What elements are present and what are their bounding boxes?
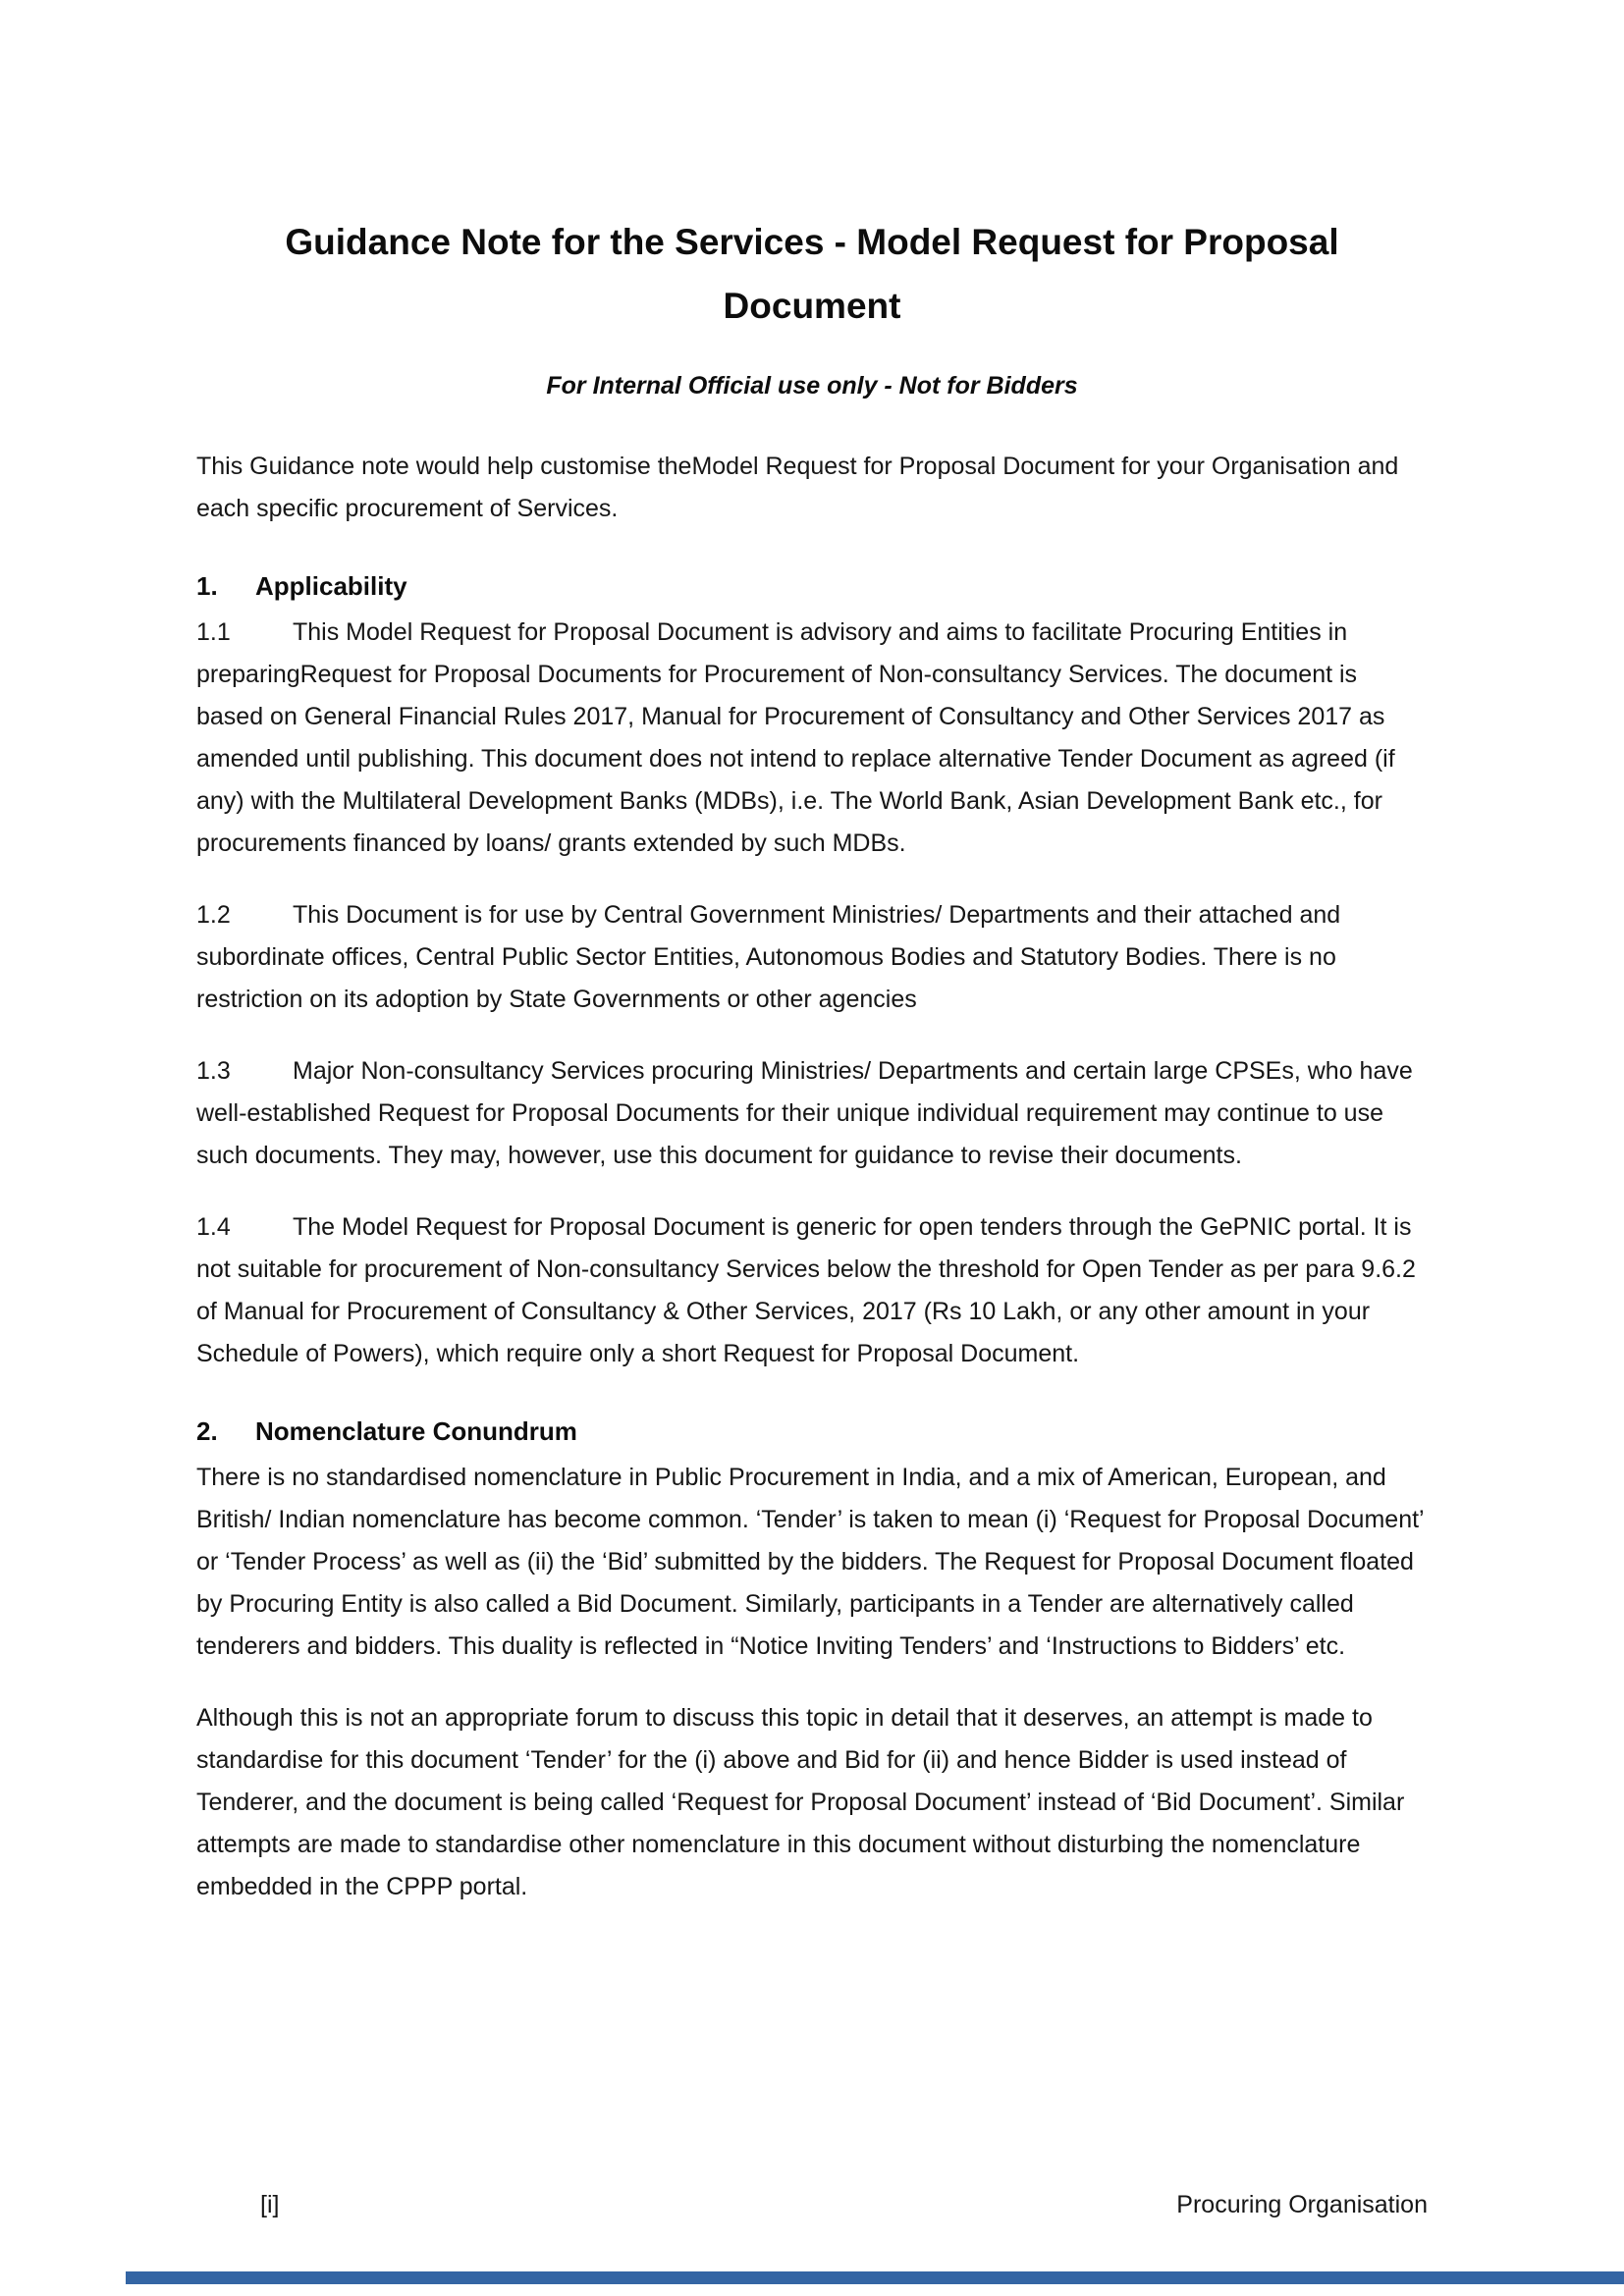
paragraph-text: The Model Request for Proposal Document is generic for open tenders through the GePNIC portal. It is not suitable for procurement of Non-consultancy Services below the threshold for Open Tender as per para 9.6.2 of Manual for Procurement of Consultancy & Other Services, 2017 (Rs 10 Lakh, or any other amount in your Schedule of Powers), which require only a short Request for Proposal Document. — [196, 1212, 1416, 1367]
paragraph-1-3 — [196, 1050, 1428, 1177]
section-applicability — [196, 571, 1428, 1375]
section-number: 2. — [196, 1415, 218, 1446]
section-title: Nomenclature Conundrum — [255, 1415, 577, 1446]
paragraph-text: Major Non-consultancy Services procuring Ministries/ Departments and certain large CPSEs, who have well-established Request for Proposal Documents for their unique individual requirement may continue to use such documents. They may, however, use this document for guidance to revise their documents. — [196, 1056, 1413, 1169]
page-footer — [196, 2191, 1428, 2219]
section-number: 1. — [196, 570, 218, 601]
document-subtitle: For Internal Official use only - Not for Bidders — [546, 371, 1078, 400]
section-title: Applicability — [255, 570, 407, 601]
paragraph-1-1 — [196, 612, 1428, 865]
paragraph-2-2: Although this is not an appropriate forum to discuss this topic in detail that it deserves, an attempt is made to standardise for this document ‘Tender’ for the (i) above and Bid for (ii) and hence Bidder is used instead of Tenderer, and the document is being called ‘Request for Proposal Document’ instead of ‘Bid Document’. Similar attempts are made to standardise other nomenclature in this document without disturbing the nomenclature embedded in the CPPP portal. — [196, 1703, 1405, 1900]
footer-page-marker: [i] — [260, 2191, 280, 2218]
bottom-blue-bar — [126, 2271, 1624, 2284]
paragraph-text: This Document is for use by Central Government Ministries/ Departments and their attached and subordinate offices, Central Public Sector Entities, Autonomous Bodies and Statutory Bodies. There is no restriction on its adoption by State Governments or other agencies — [196, 900, 1341, 1013]
paragraph-number: 1.2 — [196, 900, 231, 929]
paragraph-1-4 — [196, 1206, 1428, 1375]
document-title: Guidance Note for the Services - Model Request for Proposal Document — [285, 222, 1339, 326]
section-heading-nomenclature — [196, 1416, 1428, 1447]
paragraph-number: 1.1 — [196, 617, 231, 646]
paragraph-text: This Model Request for Proposal Document is advisory and aims to facilitate Procuring Entities in preparingRequest for Proposal Documents for Procurement of Non-consultancy Services. The document is based on General Financial Rules 2017, Manual for Procurement of Consultancy and Other Services 2017 as amended until publishing. This document does not intend to replace alternative Tender Document as agreed (if any) with the Multilateral Development Banks (MDBs), i.e. The World Bank, Asian Development Bank etc., for procurements financed by loans/ grants extended by such MDBs. — [196, 617, 1395, 857]
section-heading-applicability — [196, 571, 1428, 602]
paragraph-1-2 — [196, 894, 1428, 1021]
paragraph-number: 1.3 — [196, 1056, 231, 1085]
intro-paragraph: This Guidance note would help customise theModel Request for Proposal Document for your Organisation and each specific procurement of Services. — [196, 452, 1399, 522]
paragraph-number: 1.4 — [196, 1212, 231, 1241]
section-nomenclature-conundrum — [196, 1416, 1428, 1908]
paragraph-2-1: There is no standardised nomenclature in Public Procurement in India, and a mix of American, European, and British/ Indian nomenclature has become common. ‘Tender’ is taken to mean (i) ‘Request for Proposal Document’ or ‘Tender Process’ as well as (ii) the ‘Bid’ submitted by the bidders. The Request for Proposal Document floated by Procuring Entity is also called a Bid Document. Similarly, participants in a Tender are alternatively called tenderers and bidders. This duality is reflected in “Notice Inviting Tenders’ and ‘Instructions to Bidders’ etc. — [196, 1463, 1424, 1660]
footer-org-label: Procuring Organisation — [1176, 2191, 1428, 2218]
